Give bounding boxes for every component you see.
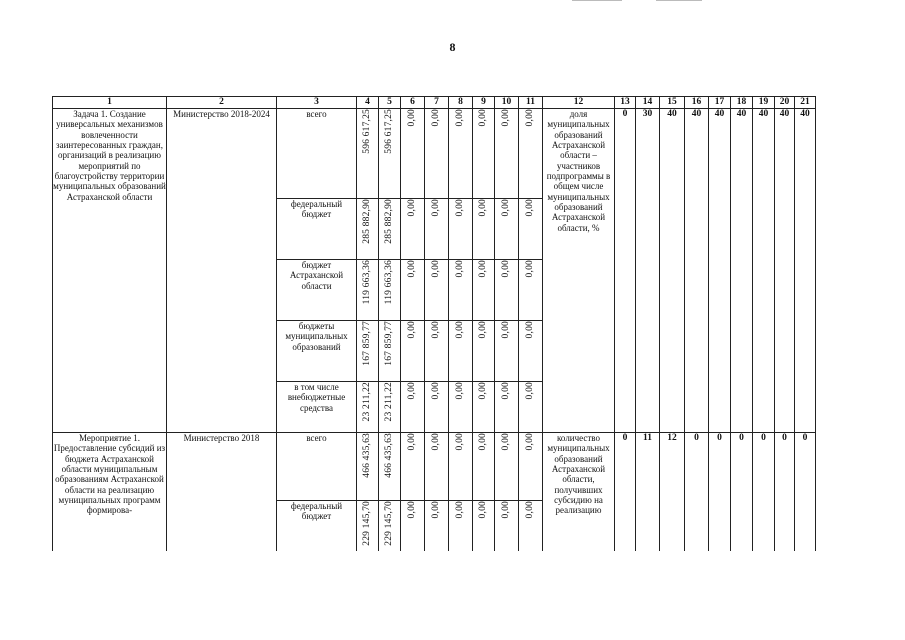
amount-cell xyxy=(379,433,401,501)
target-value: 0 xyxy=(753,433,775,551)
header-row xyxy=(53,97,816,109)
target-value: 30 xyxy=(636,109,660,433)
column-header: 15 xyxy=(660,97,685,109)
target-value: 40 xyxy=(660,109,685,433)
amount-value: 285 882,90 xyxy=(384,199,395,244)
target-value: 0 xyxy=(775,433,795,551)
measure1-indicator: количество муниципальных образований Астраханской области, получивших субсидию на реализацию xyxy=(543,433,615,551)
amount-cell xyxy=(473,199,495,260)
amount-value: 0,00 xyxy=(431,260,442,278)
funding-source: всего xyxy=(277,433,357,501)
amount-value: 0,00 xyxy=(501,260,512,278)
amount-cell xyxy=(519,260,543,321)
amount-cell xyxy=(449,501,473,551)
amount-cell xyxy=(449,433,473,501)
amount-value: 0,00 xyxy=(455,382,466,400)
measure1-funding-row xyxy=(53,433,816,501)
top-rule-right xyxy=(656,0,702,1)
amount-cell xyxy=(357,501,379,551)
amount-value: 0,00 xyxy=(525,501,536,519)
amount-cell xyxy=(357,382,379,433)
amount-cell xyxy=(379,109,401,199)
amount-value: 0,00 xyxy=(525,109,536,127)
column-header: 8 xyxy=(449,97,473,109)
amount-value: 0,00 xyxy=(525,321,536,339)
amount-value: 0,00 xyxy=(407,199,418,217)
target-value: 0 xyxy=(685,433,709,551)
amount-value: 0,00 xyxy=(455,321,466,339)
column-header: 20 xyxy=(775,97,795,109)
amount-value: 229 145,70 xyxy=(384,501,395,546)
target-value: 12 xyxy=(660,433,685,551)
amount-cell xyxy=(449,260,473,321)
funding-source: всего xyxy=(277,109,357,199)
amount-cell xyxy=(425,382,449,433)
amount-value: 0,00 xyxy=(407,109,418,127)
amount-cell xyxy=(401,109,425,199)
column-header: 13 xyxy=(615,97,636,109)
column-header: 11 xyxy=(519,97,543,109)
amount-value: 0,00 xyxy=(501,109,512,127)
column-header: 5 xyxy=(379,97,401,109)
amount-value: 0,00 xyxy=(478,501,489,519)
amount-value: 0,00 xyxy=(407,382,418,400)
amount-value: 0,00 xyxy=(407,433,418,451)
amount-value: 0,00 xyxy=(431,109,442,127)
column-header: 21 xyxy=(795,97,816,109)
amount-value: 466 435,63 xyxy=(384,433,395,478)
amount-value: 285 882,90 xyxy=(362,199,373,244)
target-value: 40 xyxy=(731,109,753,433)
amount-value: 167 859,77 xyxy=(384,321,395,366)
amount-cell xyxy=(473,260,495,321)
amount-value: 0,00 xyxy=(478,382,489,400)
amount-cell xyxy=(379,382,401,433)
amount-cell xyxy=(495,199,519,260)
amount-cell xyxy=(425,199,449,260)
amount-value: 0,00 xyxy=(525,260,536,278)
funding-source: бюджеты муниципальных образований xyxy=(277,321,357,382)
column-header: 9 xyxy=(473,97,495,109)
amount-cell xyxy=(357,433,379,501)
target-value: 0 xyxy=(795,433,816,551)
amount-value: 0,00 xyxy=(501,501,512,519)
amount-value: 0,00 xyxy=(407,260,418,278)
amount-cell xyxy=(449,199,473,260)
amount-cell xyxy=(449,321,473,382)
amount-cell xyxy=(473,433,495,501)
column-header: 3 xyxy=(277,97,357,109)
page-number: 8 xyxy=(449,40,456,54)
amount-value: 0,00 xyxy=(478,109,489,127)
amount-cell xyxy=(401,321,425,382)
amount-cell xyxy=(357,321,379,382)
amount-cell xyxy=(357,199,379,260)
column-header: 19 xyxy=(753,97,775,109)
program-table xyxy=(52,96,816,551)
amount-value: 0,00 xyxy=(455,433,466,451)
top-rule-left xyxy=(572,0,622,1)
target-value: 11 xyxy=(636,433,660,551)
amount-value: 0,00 xyxy=(431,321,442,339)
amount-cell xyxy=(473,321,495,382)
amount-cell xyxy=(425,109,449,199)
amount-cell xyxy=(425,321,449,382)
column-header: 18 xyxy=(731,97,753,109)
amount-value: 0,00 xyxy=(455,501,466,519)
amount-value: 0,00 xyxy=(478,199,489,217)
amount-value: 0,00 xyxy=(501,321,512,339)
amount-cell xyxy=(379,501,401,551)
target-value: 40 xyxy=(709,109,731,433)
target-value: 0 xyxy=(731,433,753,551)
amount-value: 0,00 xyxy=(455,260,466,278)
measure1-description: Мероприятие 1. Предоставление субсидий из бюджета Астраханской области муниципальным образованиям Астраханской области на реализацию муниципальных программ формирова- xyxy=(53,433,167,551)
funding-source: федеральный бюджет xyxy=(277,501,357,551)
target-value: 40 xyxy=(775,109,795,433)
column-header: 14 xyxy=(636,97,660,109)
column-header: 4 xyxy=(357,97,379,109)
amount-value: 0,00 xyxy=(478,321,489,339)
column-header: 12 xyxy=(543,97,615,109)
amount-cell xyxy=(357,260,379,321)
amount-cell xyxy=(519,321,543,382)
task1-executor: Министерство 2018-2024 xyxy=(167,109,277,433)
amount-cell xyxy=(495,433,519,501)
column-header: 7 xyxy=(425,97,449,109)
amount-value: 0,00 xyxy=(455,109,466,127)
measure1-executor: Министерство 2018 xyxy=(167,433,277,551)
amount-value: 229 145,70 xyxy=(362,501,373,546)
amount-value: 0,00 xyxy=(431,382,442,400)
amount-value: 0,00 xyxy=(525,433,536,451)
column-header: 6 xyxy=(401,97,425,109)
amount-value: 0,00 xyxy=(525,382,536,400)
amount-cell xyxy=(379,199,401,260)
amount-value: 0,00 xyxy=(407,321,418,339)
column-header: 1 xyxy=(53,97,167,109)
amount-value: 23 211,22 xyxy=(362,382,373,422)
amount-cell xyxy=(519,199,543,260)
amount-value: 596 617,25 xyxy=(362,109,373,154)
amount-value: 0,00 xyxy=(431,433,442,451)
amount-cell xyxy=(401,260,425,321)
amount-cell xyxy=(425,433,449,501)
amount-cell xyxy=(449,382,473,433)
amount-cell xyxy=(473,109,495,199)
amount-value: 0,00 xyxy=(501,199,512,217)
task1-funding-row xyxy=(53,109,816,199)
amount-cell xyxy=(519,382,543,433)
amount-cell xyxy=(519,433,543,501)
amount-value: 23 211,22 xyxy=(384,382,395,422)
amount-cell xyxy=(495,321,519,382)
column-header: 16 xyxy=(685,97,709,109)
amount-cell xyxy=(401,382,425,433)
column-header: 10 xyxy=(495,97,519,109)
amount-value: 0,00 xyxy=(501,382,512,400)
column-header: 17 xyxy=(709,97,731,109)
target-value: 0 xyxy=(615,433,636,551)
amount-cell xyxy=(449,109,473,199)
amount-cell xyxy=(495,109,519,199)
amount-value: 596 617,25 xyxy=(384,109,395,154)
amount-value: 0,00 xyxy=(431,199,442,217)
column-header: 2 xyxy=(167,97,277,109)
target-value: 0 xyxy=(615,109,636,433)
amount-cell xyxy=(401,199,425,260)
amount-value: 0,00 xyxy=(478,260,489,278)
amount-value: 119 663,36 xyxy=(362,260,373,305)
amount-cell xyxy=(401,501,425,551)
amount-cell xyxy=(473,382,495,433)
target-value: 0 xyxy=(709,433,731,551)
amount-cell xyxy=(379,321,401,382)
target-value: 40 xyxy=(753,109,775,433)
amount-cell xyxy=(425,260,449,321)
amount-value: 0,00 xyxy=(478,433,489,451)
amount-value: 0,00 xyxy=(407,501,418,519)
amount-cell xyxy=(495,382,519,433)
amount-value: 167 859,77 xyxy=(362,321,373,366)
amount-cell xyxy=(519,109,543,199)
funding-source: в том числе внебюджетные средства xyxy=(277,382,357,433)
amount-cell xyxy=(401,433,425,501)
amount-value: 0,00 xyxy=(501,433,512,451)
amount-value: 466 435,63 xyxy=(362,433,373,478)
amount-value: 0,00 xyxy=(525,199,536,217)
amount-value: 119 663,36 xyxy=(384,260,395,305)
target-value: 40 xyxy=(795,109,816,433)
amount-cell xyxy=(519,501,543,551)
amount-cell xyxy=(473,501,495,551)
funding-source: бюджет Астраханской области xyxy=(277,260,357,321)
task1-description: Задача 1. Создание универсальных механизмов вовлеченности заинтересованных граждан, организаций в реализацию мероприятий по благоустройству территории муниципальных образований Астраханской области xyxy=(53,109,167,433)
amount-cell xyxy=(379,260,401,321)
amount-cell xyxy=(357,109,379,199)
funding-source: федеральный бюджет xyxy=(277,199,357,260)
amount-cell xyxy=(495,260,519,321)
amount-value: 0,00 xyxy=(455,199,466,217)
target-value: 40 xyxy=(685,109,709,433)
task1-indicator: доля муниципальных образований Астраханской области – участников подпрограммы в общем числе муниципальных образований Астраханской области, % xyxy=(543,109,615,433)
amount-cell xyxy=(425,501,449,551)
amount-value: 0,00 xyxy=(431,501,442,519)
amount-cell xyxy=(495,501,519,551)
